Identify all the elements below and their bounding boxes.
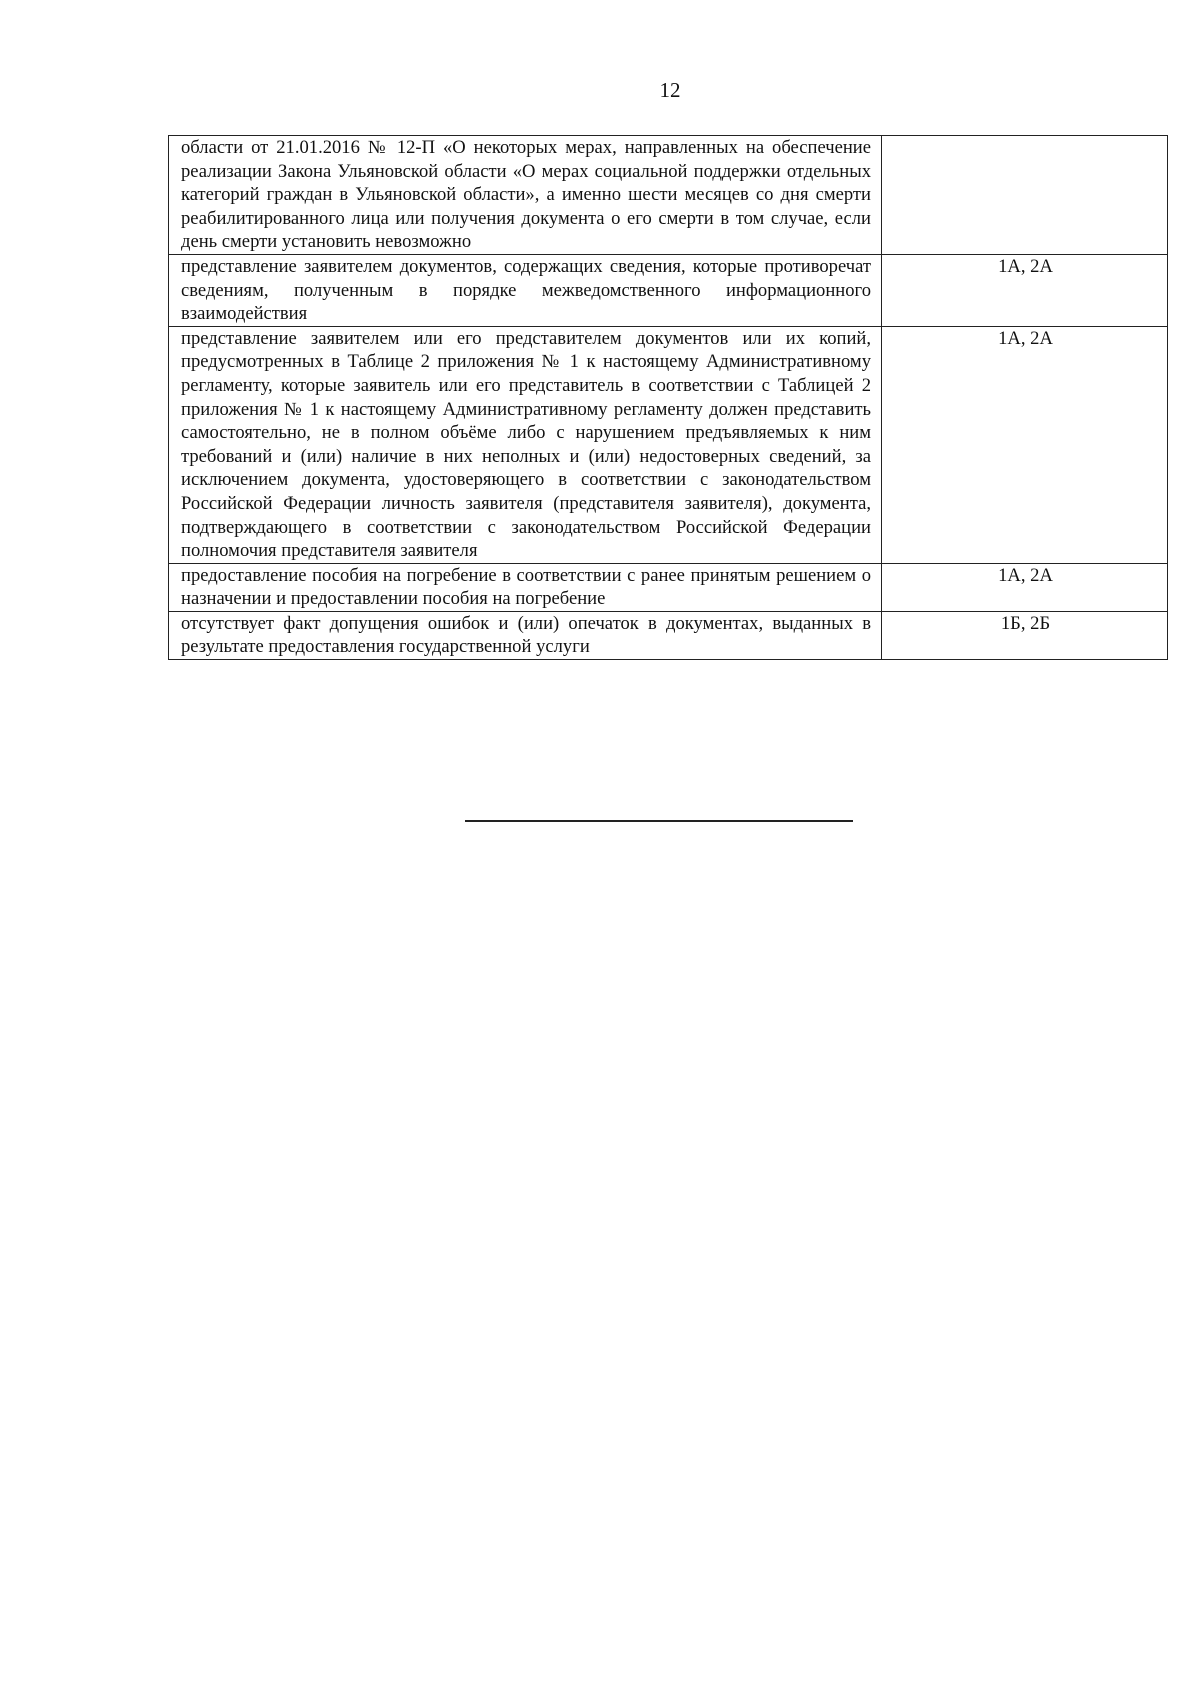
table-cell-code: 1А, 2А bbox=[882, 254, 1168, 326]
table-cell-reason: представление заявителем или его представителем документов или их копий, предусмотренных в Таблице 2 приложения № 1 к настоящему Административному регламенту, которые заявитель или его представитель в соответствии с Таблицей 2 приложения № 1 к настоящему Административному регламенту должен представить самостоятельно, не в полном объёме либо с нарушением предъявляемых к ним требований и (или) наличие в них неполных и (или) недостоверных сведений, за исключением документа, удостоверяющего в соответствии с законодательством Российской Федерации личность заявителя (представителя заявителя), документа, подтверждающего в соответствии с законодательством Российской Федерации полномочия представителя заявителя bbox=[169, 326, 882, 563]
table-cell-code: 1А, 2А bbox=[882, 563, 1168, 611]
refusal-grounds-table bbox=[168, 135, 1168, 660]
table-cell-code: 1Б, 2Б bbox=[882, 611, 1168, 659]
table-cell-code bbox=[882, 136, 1168, 255]
end-of-document-rule bbox=[465, 820, 853, 822]
table-row bbox=[169, 136, 1168, 255]
table-cell-reason: области от 21.01.2016 № 12-П «О некоторых мерах, направленных на обеспечение реализации Закона Ульяновской области «О мерах социальной поддержки отдельных категорий граждан в Ульяновской области», а именно шести месяцев со дня смерти реабилитированного лица или получения документа о его смерти в том случае, если день смерти установить невозможно bbox=[169, 136, 882, 255]
table-cell-reason: предоставление пособия на погребение в соответствии с ранее принятым решением о назначении и предоставлении пособия на погребение bbox=[169, 563, 882, 611]
table-cell-reason: представление заявителем документов, содержащих сведения, которые противоречат сведениям, полученным в порядке межведомственного информационного взаимодействия bbox=[169, 254, 882, 326]
table-row bbox=[169, 326, 1168, 563]
page-number: 12 bbox=[659, 78, 681, 102]
table-row bbox=[169, 254, 1168, 326]
table-cell-code: 1А, 2А bbox=[882, 326, 1168, 563]
table-row bbox=[169, 611, 1168, 659]
table-row bbox=[169, 563, 1168, 611]
table-cell-reason: отсутствует факт допущения ошибок и (или) опечаток в документах, выданных в результате предоставления государственной услуги bbox=[169, 611, 882, 659]
